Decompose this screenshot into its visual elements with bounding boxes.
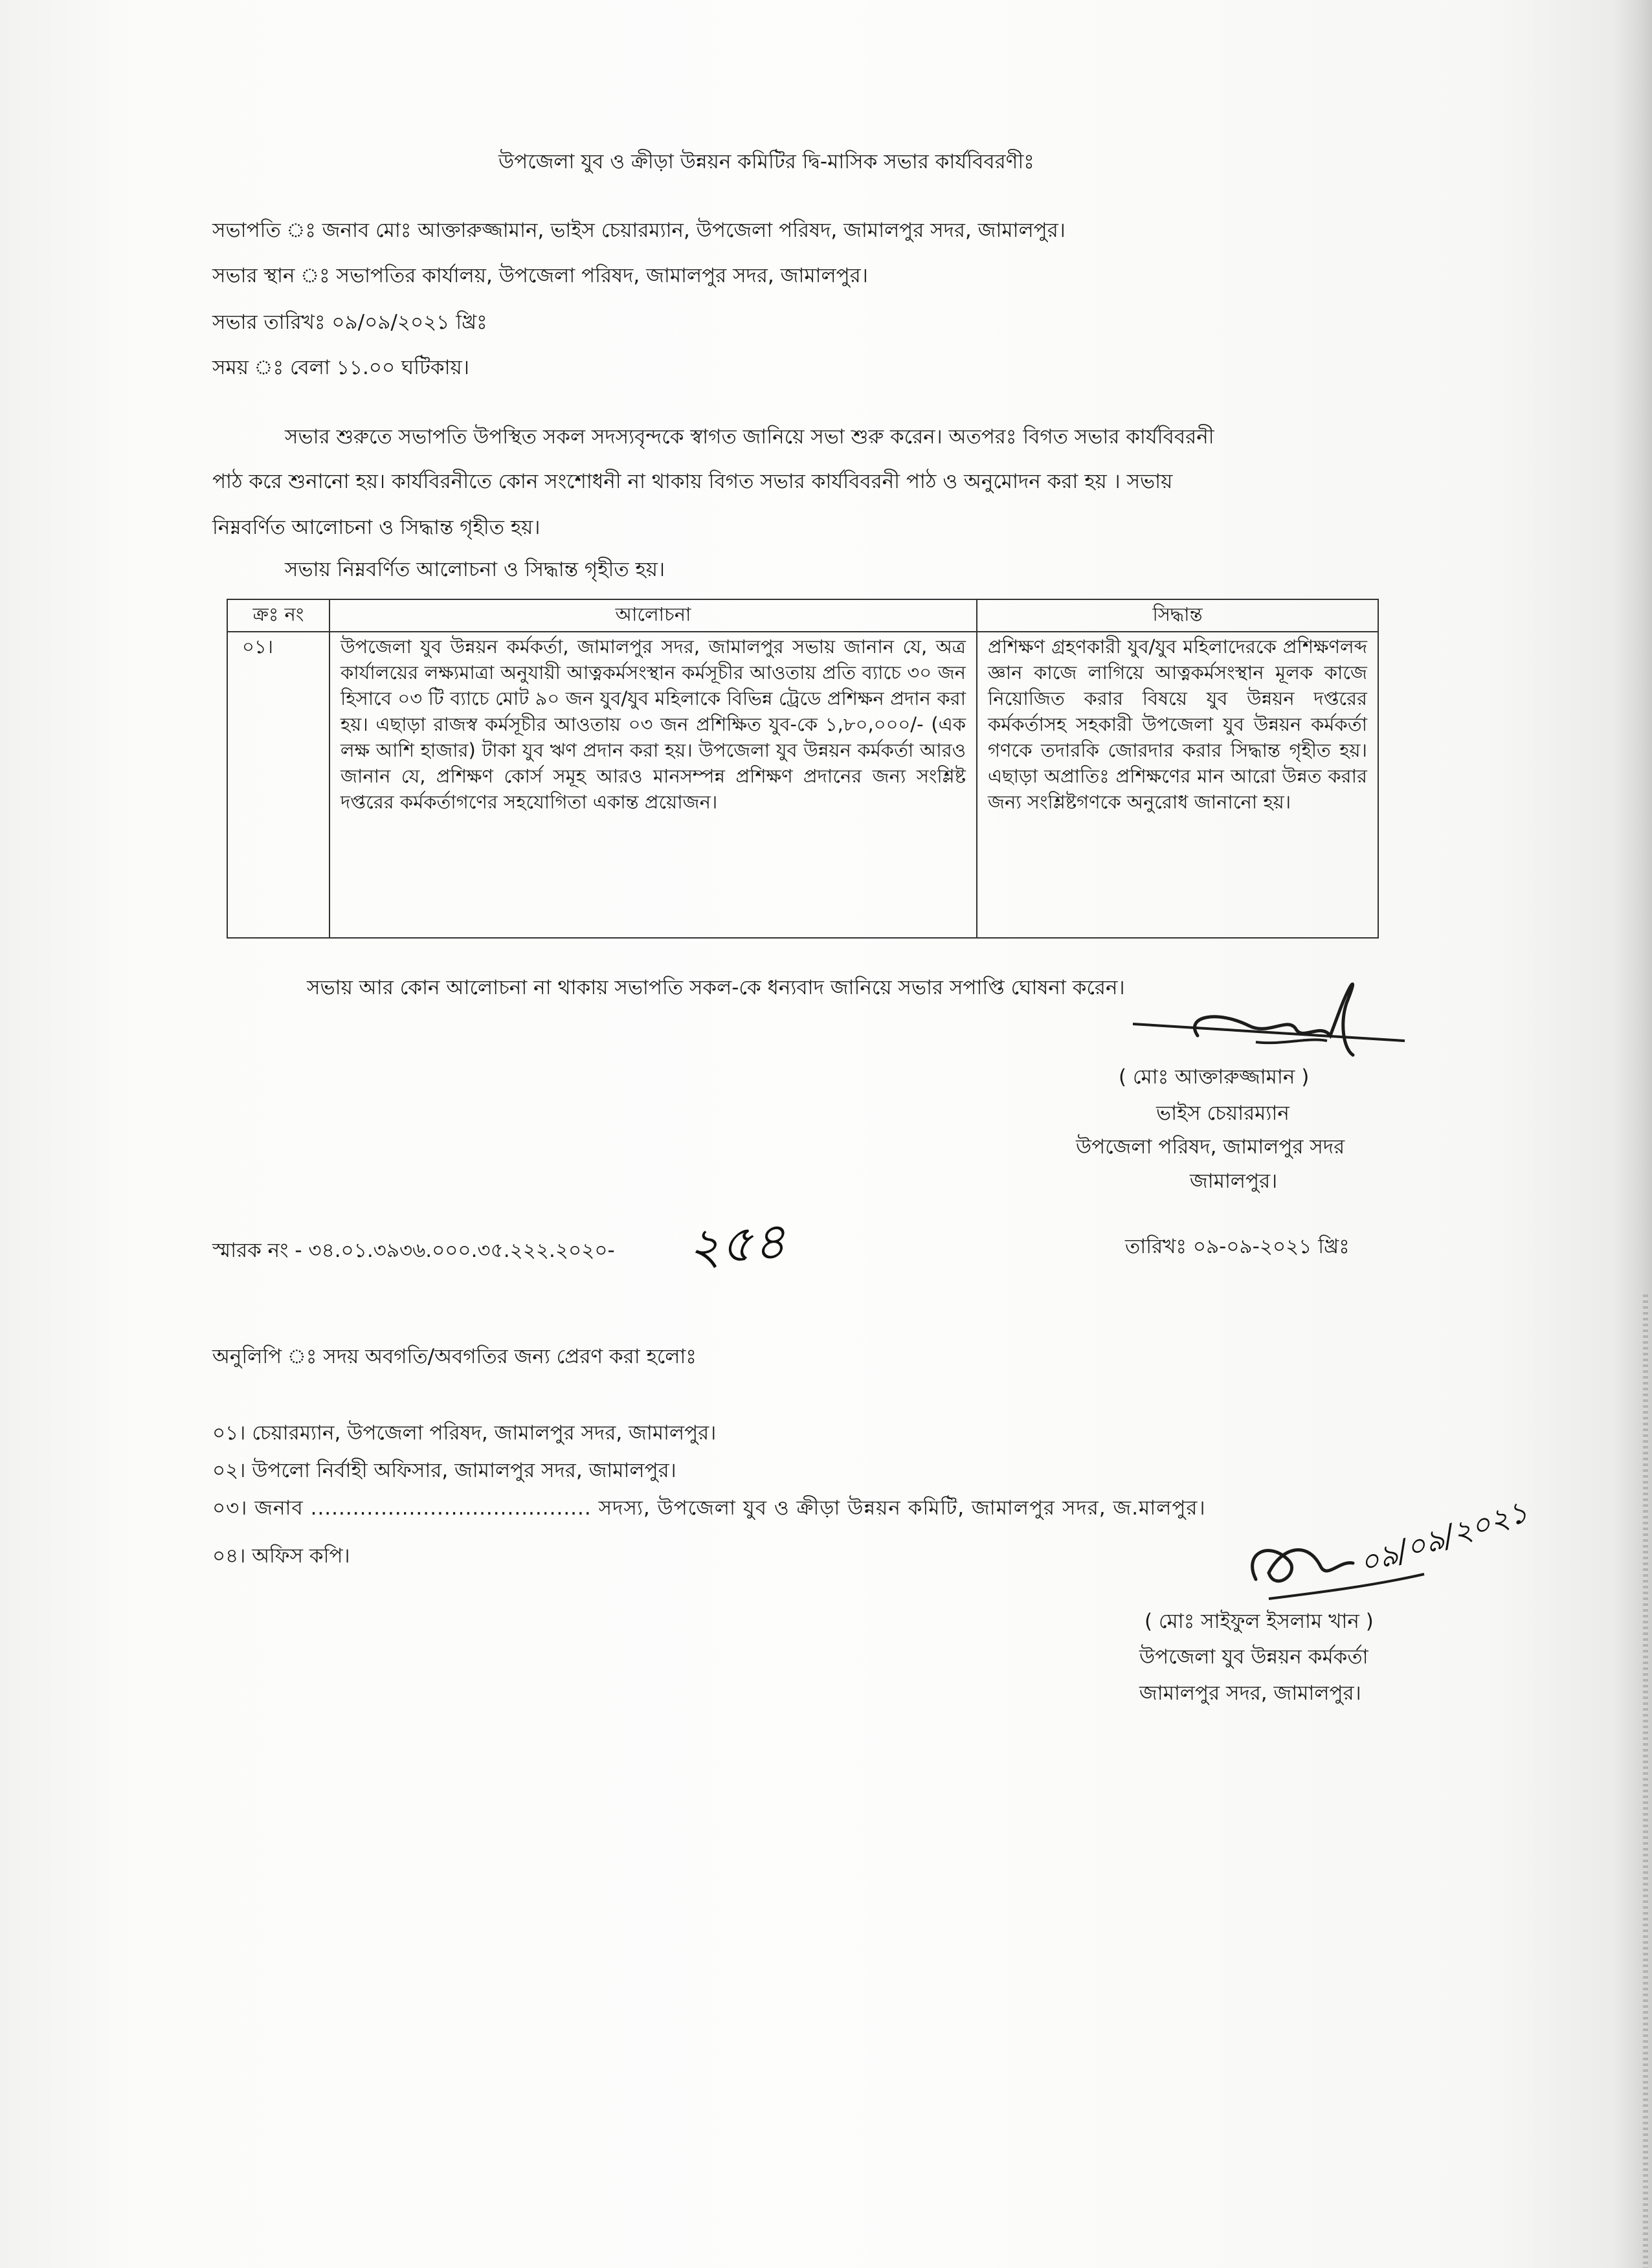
intro-line-2: পাঠ করে শুনানো হয়। কার্যবিরনীতে কোন সংশোধনী না থাকায় বিগত সভার কার্যবিবরনী পাঠ ও অনুমোদন করা হয় । সভায় (212, 470, 1173, 493)
intro-line-3: নিম্নবর্ণিত আলোচনা ও সিদ্ধান্ত গৃহীত হয়। (212, 516, 541, 539)
table-header-row (227, 599, 1378, 632)
closing-statement: সভায় আর কোন আলোচনা না থাকায় সভাপতি সকল-কে ধন্যবাদ জানিয়ে সভার সপাপ্তি ঘোষনা করেন। (307, 976, 1125, 999)
minutes-table (227, 599, 1379, 939)
header-discussion: আলোচনা (329, 599, 977, 632)
memo-number: স্মারক নং - ৩৪.০১.৩৯৩৬.০০০.৩৫.২২২.২০২০- (212, 1239, 615, 1262)
signature-chairperson (1126, 964, 1411, 1062)
copy-item: ০৩। জনাব ........................................ সদস্য, উপজেলা যুব ও ক্রীড়া উন্নয়ন কমিটি, জামালপুর সদর, জ.মালপুর। (212, 1496, 1206, 1520)
header-serial: ক্রঃ নং (227, 599, 329, 632)
signatory1-designation: ভাইস চেয়ারম্যান (1156, 1102, 1289, 1125)
row-serial: ০১। (227, 632, 329, 938)
signatory2-name: ( মোঃ সাইফুল ইসলাম খান ) (1144, 1610, 1374, 1633)
document-title: উপজেলা যুব ও ক্রীড়া উন্নয়ন কমিটির দ্বি-মাসিক সভার কার্যবিবরণীঃ (498, 150, 1034, 173)
meta-time: সময় ঃ বেলা ১১.০০ ঘটিকায়। (212, 356, 469, 379)
intro-line-4: সভায় নিম্নবর্ণিত আলোচনা ও সিদ্ধান্ত গৃহীত হয়। (285, 558, 665, 581)
row-discussion: উপজেলা যুব উন্নয়ন কর্মকর্তা, জামালপুর সদর, জামালপুর সভায় জানান যে, অত্র কার্যালয়ের লক্ষ্যমাত্রা অনুযায়ী আত্নকর্মসংস্থান কর্মসূচীর আওতায় প্রতি ব্যাচে ৩০ জন হিসাবে ০৩ টি ব্যাচে মোট ৯০ জন যুব/যুব মহিলাকে বিভিন্ন ট্রেডে প্রশিক্ষন প্রদান করা হয়। এছাড়া রাজস্ব কর্মসূচীর আওতায় ০৩ জন প্রশিক্ষিত যুব-কে ১,৮০,০০০/- (এক লক্ষ আশি হাজার) টাকা যুব ঋণ প্রদান করা হয়। উপজেলা যুব উন্নয়ন কর্মকর্তা আরও জানান যে, প্রশিক্ষণ কোর্স সমূহ আরও মানসম্পন্ন প্রশিক্ষণ প্রদানের জন্য সংশ্লিষ্ট দপ্তরের কর্মকর্তাগণের সহযোগিতা একান্ত প্রয়োজন। (329, 632, 977, 938)
signatory1-office: উপজেলা পরিষদ, জামালপুর সদর (1076, 1135, 1345, 1159)
header-decision: সিদ্ধান্ত (977, 599, 1378, 632)
table-row (227, 632, 1378, 938)
memo-date: তারিখঃ ০৯-০৯-২০২১ খ্রিঃ (1125, 1235, 1350, 1258)
signatory2-place: জামালপুর সদর, জামালপুর। (1139, 1682, 1361, 1705)
scanner-edge-strip (1643, 1295, 1648, 2268)
copy-item: ০১। চেয়ারম্যান, উপজেলা পরিষদ, জামালপুর সদর, জামালপুর। (212, 1421, 717, 1445)
signatory1-place: জামালপুর। (1190, 1170, 1278, 1193)
meta-chairperson: সভাপতি ঃ জনাব মোঃ আক্তারুজ্জামান, ভাইস চেয়ারম্যান, উপজেলা পরিষদ, জামালপুর সদর, জামালপুর। (212, 219, 1066, 242)
meta-venue: সভার স্থান ঃ সভাপতির কার্যালয়, উপজেলা পরিষদ, জামালপুর সদর, জামালপুর। (212, 264, 868, 287)
copy-item: ০২। উপলো নির্বাহী অফিসার, জামালপুর সদর, জামালপুর। (212, 1459, 676, 1482)
signatory2-designation: উপজেলা যুব উন্নয়ন কর্মকর্তা (1139, 1645, 1368, 1669)
copy-item: ০৪। অফিস কপি। (212, 1544, 350, 1568)
meta-date: সভার তারিখঃ ০৯/০৯/২০২১ খ্রিঃ (212, 311, 487, 334)
copy-heading: অনুলিপি ঃ সদয় অবগতি/অবগতির জন্য প্রেরণ করা হলোঃ (212, 1345, 697, 1368)
handwritten-date: ০৯/০৯/২০২১ (1355, 1493, 1532, 1581)
signatory1-name: ( মোঃ আক্তারুজ্জামান ) (1119, 1065, 1310, 1089)
memo-handwritten-number: ২৫৪ (686, 1212, 788, 1278)
intro-line-1: সভার শুরুতে সভাপতি উপস্থিত সকল সদস্যবৃন্দকে স্বাগত জানিয়ে সভা শুরু করেন। অতপরঃ বিগত সভার কার্যবিবরনী (285, 425, 1214, 449)
row-decision: প্রশিক্ষণ গ্রহণকারী যুব/যুব মহিলাদেরকে প্রশিক্ষণলব্দ জ্ঞান কাজে লাগিয়ে আত্নকর্মসংস্থান মূলক কাজে নিয়োজিত করার বিষয়ে যুব উন্নয়ন দপ্তরের কর্মকর্তাসহ সহকারী উপজেলা যুব উন্নয়ন কর্মকর্তা গণকে তদারকি জোরদার করার সিদ্ধান্ত গৃহীত হয়। এছাড়া অপ্রাতিঃ প্রশিক্ষণের মান আরো উন্নত করার জন্য সংশ্লিষ্টগণকে অনুরোধ জানানো হয়। (977, 632, 1378, 938)
